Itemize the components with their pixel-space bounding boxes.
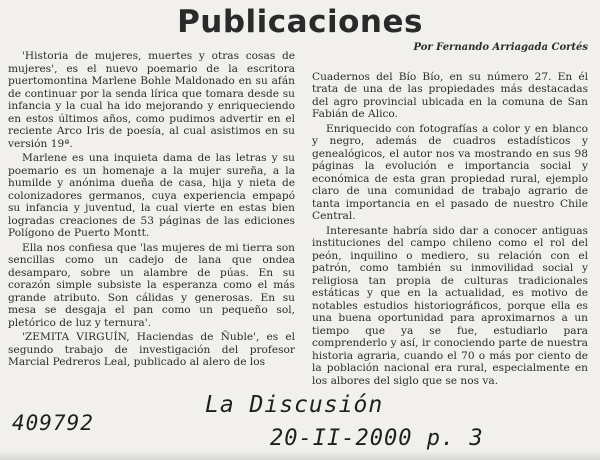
author-byline: Por Fernando Arriagada Cortés (413, 42, 588, 53)
paragraph: Enriquecido con fotografías a color y en blanco y negro, además de cuadros estadísticos y genealógicos, el autor nos va mostrando en sus 98 páginas la evolución e importancia social y económica de esta gran propiedad rural, ejemplo claro de una comunidad de trabajo agrario de tanta importancia en el pasado de nuestro Chile Central. (312, 122, 588, 222)
section-title: Publicaciones (177, 4, 423, 40)
handwritten-date: 20-II-2000 p. 3 (270, 426, 484, 451)
handwritten-catalog-number: 409792 (12, 411, 94, 435)
paragraph: Marlene es una inquieta dama de las letras y su poemario es un homenaje a la mujer sureña, a la humilde y anónima dueña de casa, hija y nieta de colonizadores germanos, cuya experiencia empapó su infancia y juventud, la cual vierte en estas bien logradas creaciones de 53 páginas de las ediciones Polígono de Puerto Montt. (8, 152, 295, 239)
paragraph: Ella nos confiesa que 'las mujeres de mi tierra son sencillas como un cadejo de lana que ondea desamparo, sobre un alambre de púas. En su corazón simple subsiste la esperanza como el más grande atributo. Son cálidas y generosas. En su mesa se desgaja el pan como un pequeño sol, pletórico de luz y ternura'. (8, 241, 295, 329)
paragraph: Interesante habría sido dar a conocer antiguas instituciones del campo chileno como el rol del peón, inquilino o mediero, su relación con el patrón, como también su inmovilidad social y religiosa tan propia de culturas tradicionales estáticas y que en la actualidad, es motivo de notables estudios historiográficos, porque ella es una buena oportunidad para aproximarnos a un tiempo que ya se fue, estudiarlo para comprenderlo y así, ir conociendo parte de nuestra historia agraria, cuando el 70 o más por ciento de la población nacional era rural, especialmente en los albores del siglo que se nos va. (312, 224, 588, 387)
paragraph: 'Historia de mujeres, muertes y otras cosas de mujeres', es el nuevo poemario de la escritora puertomontina Marlene Bohle Maldonado en su afán de continuar por la senda lírica que tomara desde su infancia y la cual ha ido mejorando y enriqueciendo en estos últimos años, como pudimos advertir en el reciente Arco Iris de poesía, al cual asistimos en su versión 19ª. (8, 50, 295, 150)
page-edge-shadow (0, 452, 600, 460)
handwritten-source: La Discusión (205, 392, 384, 418)
paragraph: 'ZEMITA VIRGUÍN, Haciendas de Ñuble', es el segundo trabajo de investigación del profesor Marcial Pedreros Leal, publicado al alero de los (8, 331, 295, 368)
paragraph: Cuadernos del Bío Bío, en su número 27. En él trata de una de las propiedades más destacadas del agro provincial ubicada en la comuna de San Fabián de Alico. (312, 70, 588, 120)
left-column (8, 50, 295, 369)
right-column (312, 42, 588, 387)
